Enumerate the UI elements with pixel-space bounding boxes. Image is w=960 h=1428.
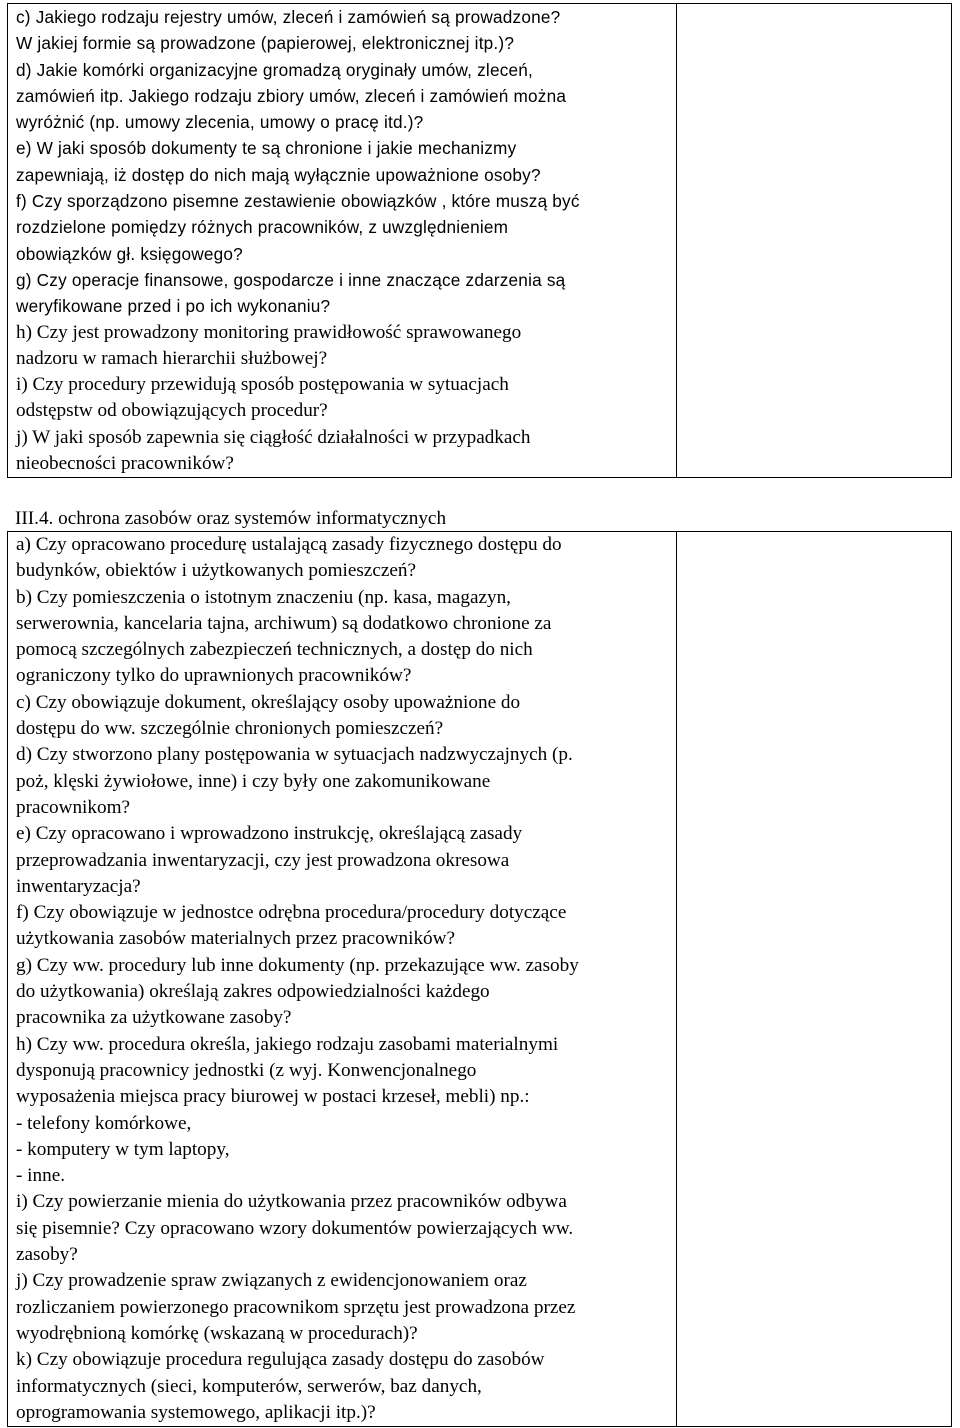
question-line: ograniczony tylko do uprawnionych pracowników?: [16, 665, 412, 687]
question-line: c) Jakiego rodzaju rejestry umów, zleceń i zamówień są prowadzone?: [16, 7, 561, 27]
question-line: dysponują pracownicy jednostki (z wyj. Konwencjonalnego: [16, 1059, 477, 1081]
question-line: inwentaryzacja?: [16, 875, 141, 897]
question-line: nieobecności pracowników?: [16, 453, 234, 475]
question-line: serwerownia, kancelaria tajna, archiwum) są dodatkowo chronione za: [16, 612, 552, 634]
question-line: - inne.: [16, 1165, 66, 1187]
question-line: poż, klęski żywiołowe, inne) i czy były one zakomunikowane: [16, 770, 491, 792]
question-line: pracownikom?: [16, 796, 131, 818]
question-line: h) Czy jest prowadzony monitoring prawidłowość sprawowanego: [16, 321, 522, 343]
question-line: - telefony komórkowe,: [16, 1112, 192, 1134]
question-line: e) Czy opracowano i wprowadzono instrukcję, określającą zasady: [16, 823, 523, 845]
question-line: f) Czy obowiązuje w jednostce odrębna procedura/procedury dotyczące: [16, 902, 567, 924]
table-row: [8, 532, 952, 1427]
answer-cell[interactable]: [677, 532, 952, 1427]
checklist-table-1: [7, 3, 952, 478]
question-line: wyodrębnioną komórkę (wskazaną w procedurach)?: [16, 1322, 418, 1344]
question-line: wyróżnić (np. umowy zlecenia, umowy o pracę itd.)?: [16, 112, 424, 133]
question-line: wyposażenia miejsca pracy biurowej w postaci krzeseł, mebli) np.:: [16, 1086, 530, 1108]
question-line: f) Czy sporządzono pisemne zestawienie obowiązków , które muszą być: [16, 191, 580, 212]
question-line: oprogramowania systemowego, aplikacji itp.)?: [16, 1401, 376, 1423]
section-heading: III.4. ochrona zasobów oraz systemów informatycznych: [15, 508, 447, 529]
question-line: i) Czy powierzanie mienia do użytkowania przez pracowników odbywa: [16, 1191, 567, 1213]
question-line: e) W jaki sposób dokumenty te są chronione i jakie mechanizmy: [16, 138, 517, 159]
answer-cell[interactable]: [677, 4, 952, 478]
question-line: obowiązków gł. księgowego?: [16, 243, 243, 264]
question-line: pracownika za użytkowane zasoby?: [16, 1007, 292, 1029]
question-line: przeprowadzania inwentaryzacji, czy jest prowadzona okresowa: [16, 849, 510, 871]
question-line: b) Czy pomieszczenia o istotnym znaczeniu (np. kasa, magazyn,: [16, 586, 511, 608]
checklist-table-2: [7, 531, 952, 1427]
question-line: k) Czy obowiązuje procedura regulująca zasady dostępu do zasobów: [16, 1349, 545, 1371]
question-line: nadzoru w ramach hierarchii służbowej?: [16, 347, 328, 369]
question-line: j) W jaki sposób zapewnia się ciągłość działalności w przypadkach: [16, 426, 531, 448]
question-line: g) Czy ww. procedury lub inne dokumenty (np. przekazujące ww. zasoby: [16, 954, 579, 976]
question-line: a) Czy opracowano procedurę ustalającą zasady fizycznego dostępu do: [16, 534, 562, 555]
question-line: j) Czy prowadzenie spraw związanych z ewidencjonowaniem oraz: [16, 1270, 527, 1292]
question-line: h) Czy ww. procedura określa, jakiego rodzaju zasobami materialnymi: [16, 1033, 559, 1055]
question-line: budynków, obiektów i użytkowanych pomieszczeń?: [16, 560, 416, 582]
questions-cell: [8, 4, 677, 478]
question-line: W jakiej formie są prowadzone (papierowej, elektronicznej itp.)?: [16, 33, 515, 54]
question-line: odstępstw od obowiązujących procedur?: [16, 400, 328, 422]
question-line: weryfikowane przed i po ich wykonaniu?: [16, 296, 331, 317]
question-line: się pisemnie? Czy opracowano wzory dokumentów powierzających ww.: [16, 1217, 574, 1239]
question-line: do użytkowania) określają zakres odpowiedzialności każdego: [16, 981, 490, 1003]
question-line: zasoby?: [16, 1244, 78, 1266]
question-line: zamówień itp. Jakiego rodzaju zbiory umów, zleceń i zamówień można: [16, 85, 567, 106]
question-line: dostępu do ww. szczególnie chronionych pomieszczeń?: [16, 718, 444, 740]
question-line: d) Czy stworzono plany postępowania w sytuacjach nadzwyczajnych (p.: [16, 744, 573, 766]
question-line: c) Czy obowiązuje dokument, określający osoby upoważnione do: [16, 691, 521, 713]
question-line: - komputery w tym laptopy,: [16, 1138, 230, 1160]
questions-cell: [8, 532, 677, 1427]
question-line: pomocą szczególnych zabezpieczeń technicznych, a dostęp do nich: [16, 639, 533, 661]
question-line: informatycznych (sieci, komputerów, serwerów, baz danych,: [16, 1375, 482, 1397]
table-row: [8, 4, 952, 478]
question-line: użytkowania zasobów materialnych przez pracowników?: [16, 928, 455, 950]
question-line: zapewniają, iż dostęp do nich mają wyłącznie upoważnione osoby?: [16, 164, 541, 185]
question-line: rozliczaniem powierzonego pracownikom sprzętu jest prowadzona przez: [16, 1296, 576, 1318]
question-line: i) Czy procedury przewidują sposób postępowania w sytuacjach: [16, 374, 509, 396]
question-line: rozdzielone pomiędzy różnych pracowników, z uwzględnieniem: [16, 217, 509, 238]
question-line: d) Jakie komórki organizacyjne gromadzą oryginały umów, zleceń,: [16, 59, 533, 80]
question-line: g) Czy operacje finansowe, gospodarcze i inne znaczące zdarzenia są: [16, 269, 566, 290]
